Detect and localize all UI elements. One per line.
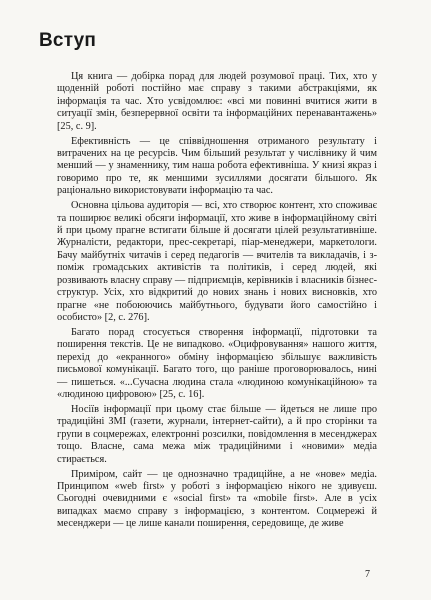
paragraph: Приміром, сайт — це однозначно традиційне, а не «нове» медіа. Принципом «web first» у роботі з інформацією нікого не здивуєш. Сьогодні очевидними є «social first» та «mobile first». Але в усіх випадках маємо справу з інформацією, з контентом. Соцмережі й месенджери — це лише канали поширення, середовище, де живе [57,468,377,530]
page-number: 7 [365,569,370,580]
chapter-heading: Вступ [39,30,97,51]
body-text [57,71,377,533]
paragraph: Багато порад стосується створення інформації, підготовки та поширення текстів. Це не випадково. «Оцифровування» нашого життя, перехід до «екранного» обміну інформацією збільшує важливість письмової комунікації. Багато того, що раніше проговорювалось, нині — пишеться. «...Сучасна людина стала «людиною комунікаційною» та «людиною цифровою» [25, с. 16]. [57,326,377,400]
paragraph: Носіїв інформації при цьому стає більше — йдеться не лише про традиційні ЗМІ (газети, журнали, інтернет-сайти), а й про сторінки та групи в соцмережах, електронні розсилки, повідомлення в месенджерах тощо. Власне, сама межа між традиційними і «новими» медіа стирається. [57,403,377,465]
paragraph: Основна цільова аудиторія — всі, хто створює контент, хто споживає та поширює великі обсяги інформації, хто живе в інформаційному світі й при цьому прагне встигати більше й досягати цілей результативніше. Журналісти, редактори, прес-секретарі, піар-менеджери, маркетологи. Бачу майбутніх читачів і серед педагогів — вчителів та викладачів, і з-поміж громадських активістів та політиків, і серед людей, які розвивають власну справу — підприємців, керівників і власників бізнес-структур. Усіх, хто відкритий до нових знань і нових висновків, хто прагне «не побоюючись майбутнього, будувати його самостійно і особисто» [2, с. 276]. [57,200,377,323]
paragraph: Ця книга — добірка порад для людей розумової праці. Тих, хто у щоденній роботі постійно має справу з такими абстракціями, як інформація та час. Хто усвідомлює: «всі ми повинні вчитися жити в ситуації змін, безперервної освіти та інформаційних перенавантажень» [25, с. 9]. [57,71,377,132]
paragraph: Ефективність — це співвідношення отриманого результату і витрачених на це ресурсів. Чим більший результат у числівнику й чим менший — у знаменнику, тим наша робота ефективніша. У книзі якраз і говоримо про те, як меншими зусиллями досягати більшого. Як раціонально використовувати інформацію та час. [57,135,377,197]
